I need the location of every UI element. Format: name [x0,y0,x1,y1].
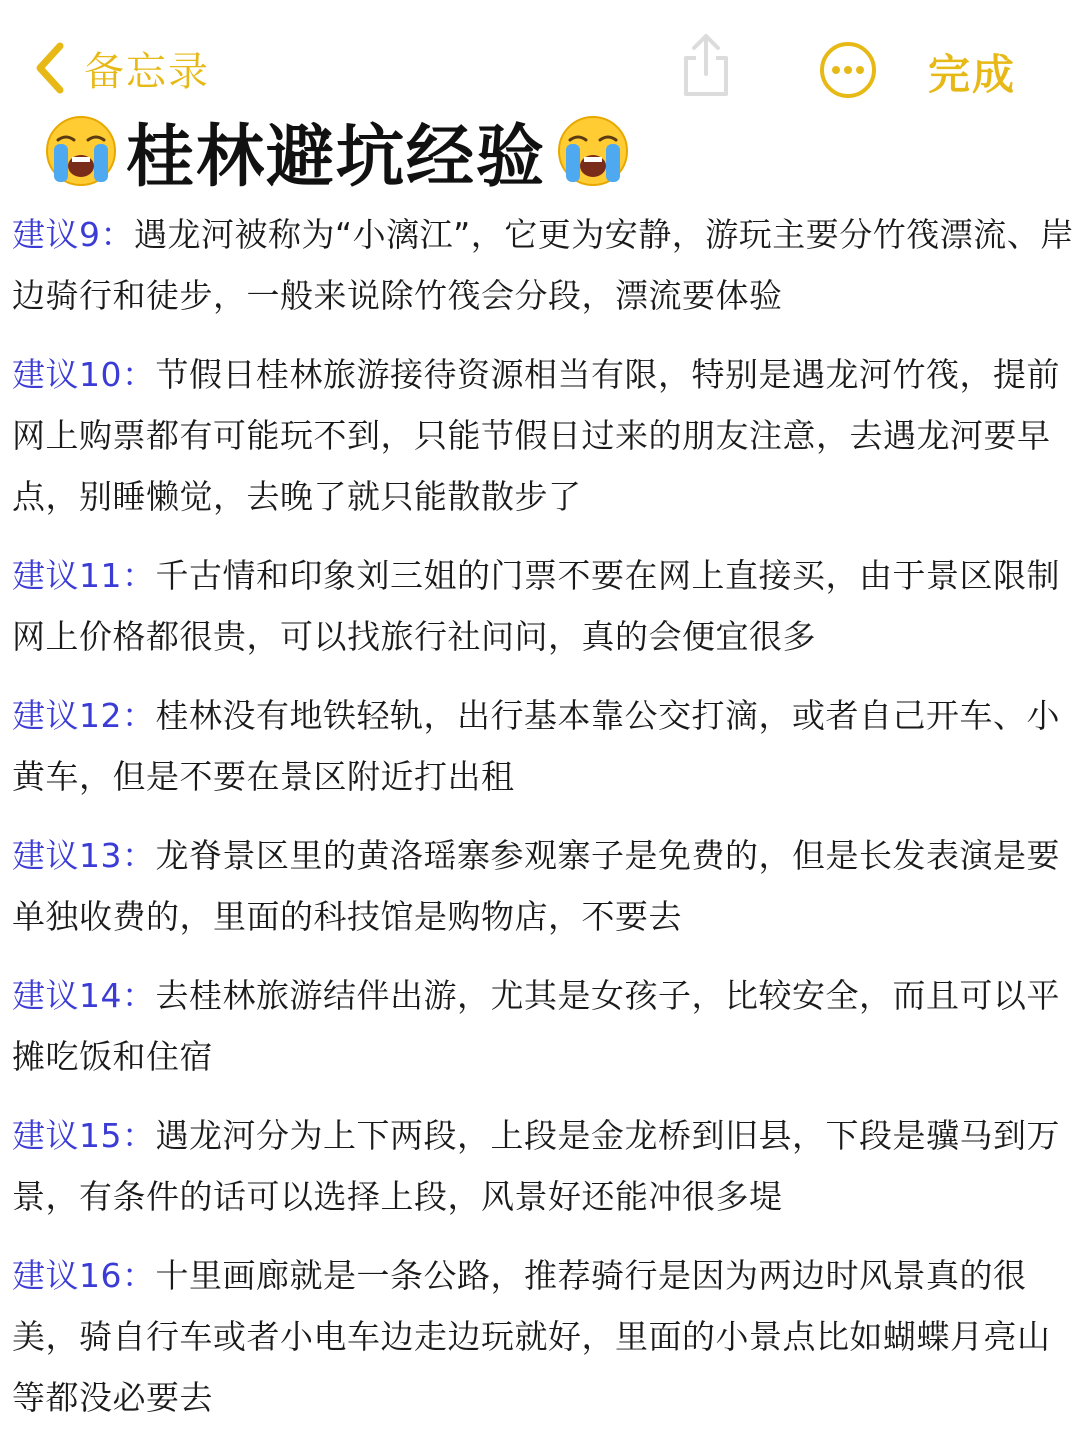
tip-text: 千古情和印象刘三姐的门票不要在网上直接买，由于景区限制网上价格都很贵，可以找旅行社问问，真的会便宜很多 [12,556,1060,656]
tip-text: 龙脊景区里的黄洛瑶寨参观寨子是免费的，但是长发表演是要单独收费的，里面的科技馆是购物店，不要去 [12,836,1060,936]
tip-label: 建议12： [12,696,156,735]
done-button[interactable]: 完成 [928,50,1017,99]
tip-text: 去桂林旅游结伴出游，尤其是女孩子，比较安全，而且可以平摊吃饭和住宿 [12,976,1060,1076]
loudly-crying-face-icon [556,114,630,188]
loudly-crying-face-icon [44,114,118,188]
tip-label: 建议16： [12,1256,156,1295]
tip-paragraph [12,1245,1074,1428]
tip-label: 建议10： [12,355,156,394]
share-button[interactable] [678,30,734,100]
chevron-left-icon [32,42,66,94]
more-options-button[interactable] [818,40,878,100]
tip-paragraph [12,344,1074,527]
note-body[interactable] [12,204,1074,1446]
tip-paragraph [12,1105,1074,1227]
tip-label: 建议13： [12,836,156,875]
tip-label: 建议14： [12,976,156,1015]
back-button-label: 备忘录 [84,48,210,95]
tip-label: 建议15： [12,1116,156,1155]
tip-paragraph [12,825,1074,947]
tip-text: 十里画廊就是一条公路，推荐骑行是因为两边时风景真的很美，骑自行车或者小电车边走边玩就好，里面的小景点比如蝴蝶月亮山等都没必要去 [12,1256,1051,1417]
tip-label: 建议9： [12,215,134,254]
tip-paragraph [12,204,1074,326]
note-title-row [44,108,630,197]
tip-text: 遇龙河被称为“小漓江”，它更为安静，游玩主要分竹筏漂流、岸边骑行和徒步，一般来说除竹筏会分段，漂流要体验 [12,215,1074,315]
tip-paragraph [12,685,1074,807]
tip-text: 桂林没有地铁轻轨，出行基本靠公交打滴，或者自己开车、小黄车，但是不要在景区附近打出租 [12,696,1060,796]
tip-paragraph [12,965,1074,1087]
tip-text: 遇龙河分为上下两段，上段是金龙桥到旧县，下段是骥马到万景，有条件的话可以选择上段，风景好还能冲很多堤 [12,1116,1060,1216]
tip-label: 建议11： [12,556,156,595]
back-button[interactable] [32,40,210,96]
share-icon [678,85,734,104]
note-title: 桂林避坑经验 [126,117,547,197]
tip-paragraph [12,545,1074,667]
tip-text: 节假日桂林旅游接待资源相当有限，特别是遇龙河竹筏，提前网上购票都有可能玩不到，只能节假日过来的朋友注意，去遇龙河要早点，别睡懒觉，去晚了就只能散散步了 [12,355,1060,516]
ellipsis-circle-icon [818,85,878,104]
